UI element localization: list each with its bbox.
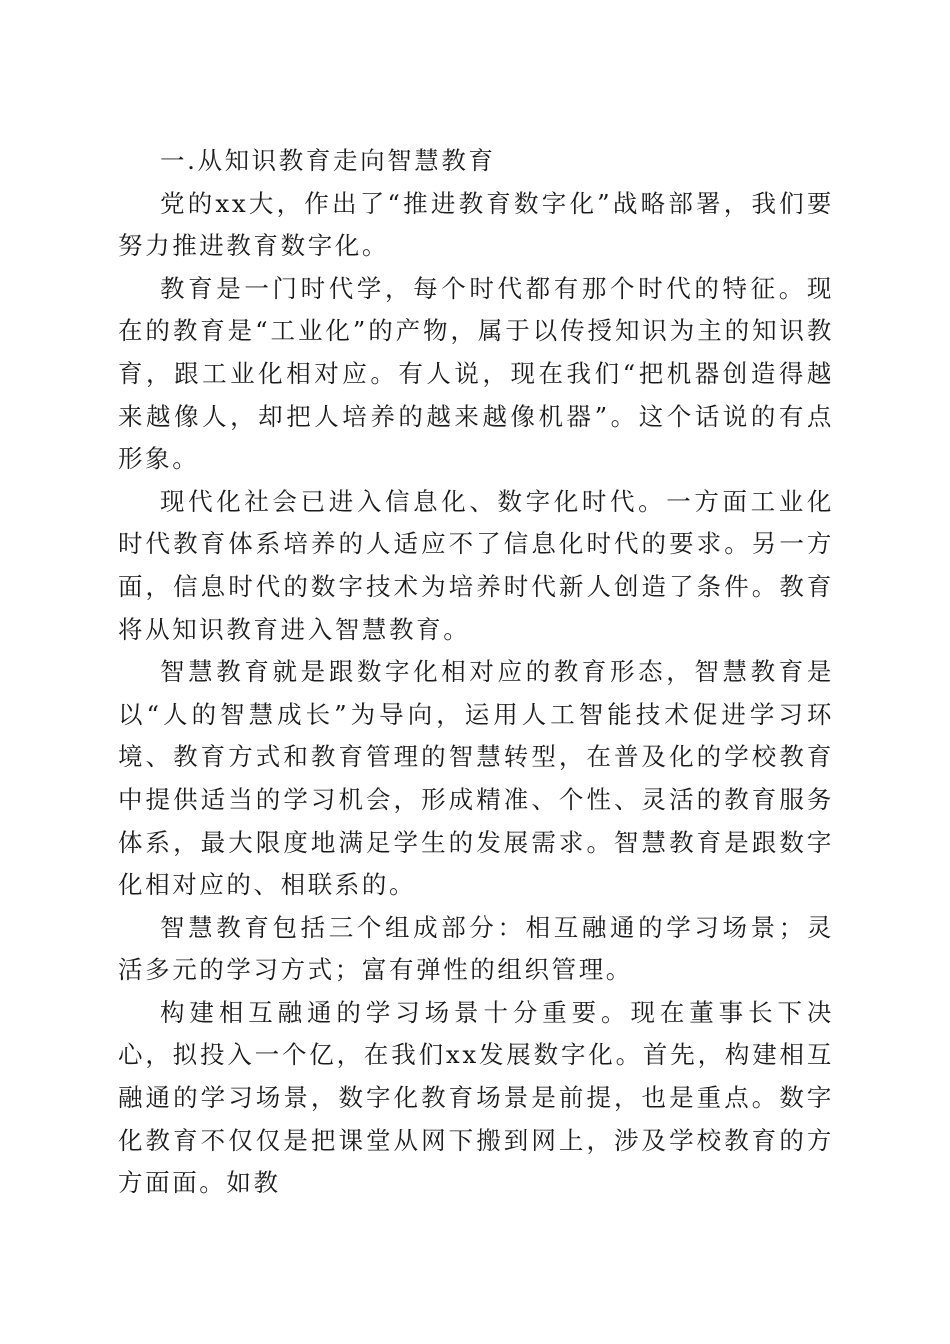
paragraph-smart-education-definition: 智慧教育就是跟数字化相对应的教育形态，智慧教育是以“人的智慧成长”为导向，运用人工智能技术促进学习环境、教育方式和教育管理的智慧转型，在普及化的学校教育中提供适当的学习机会，形成精准、个性、灵活的教育服务体系，最大限度地满足学生的发展需求。智慧教育是跟数字化相对应的、相联系的。 (118, 657, 834, 900)
paragraph-information-age: 现代化社会已进入信息化、数字化时代。一方面工业化时代教育体系培养的人适应不了信息化时代的要求。另一方面，信息时代的数字技术为培养时代新人创造了条件。教育将从知识教育进入智慧教育。 (118, 486, 834, 644)
paragraph-three-components: 智慧教育包括三个组成部分：相互融通的学习场景；灵活多元的学习方式；富有弹性的组织管理。 (118, 912, 834, 985)
paragraph-strategy: 党的xx大，作出了“推进教育数字化”战略部署，我们要努力推进教育数字化。 (118, 188, 834, 261)
section-heading: 一.从知识教育走向智慧教育 (160, 146, 496, 175)
paragraph-era-education: 教育是一门时代学，每个时代都有那个时代的特征。现在的教育是“工业化”的产物，属于以传授知识为主的知识教育，跟工业化相对应。有人说，现在我们“把机器创造得越来越像人，却把人培养的越来越像机器”。这个话说的有点形象。 (118, 273, 834, 474)
document-body (118, 140, 834, 1205)
paragraph-learning-scenarios: 构建相互融通的学习场景十分重要。现在董事长下决心，拟投入一个亿，在我们xx发展数字化。首先，构建相互融通的学习场景，数字化教育场景是前提，也是重点。数字化教育不仅仅是把课堂从网下搬到网上，涉及学校教育的方方面面。如教 (118, 997, 834, 1198)
